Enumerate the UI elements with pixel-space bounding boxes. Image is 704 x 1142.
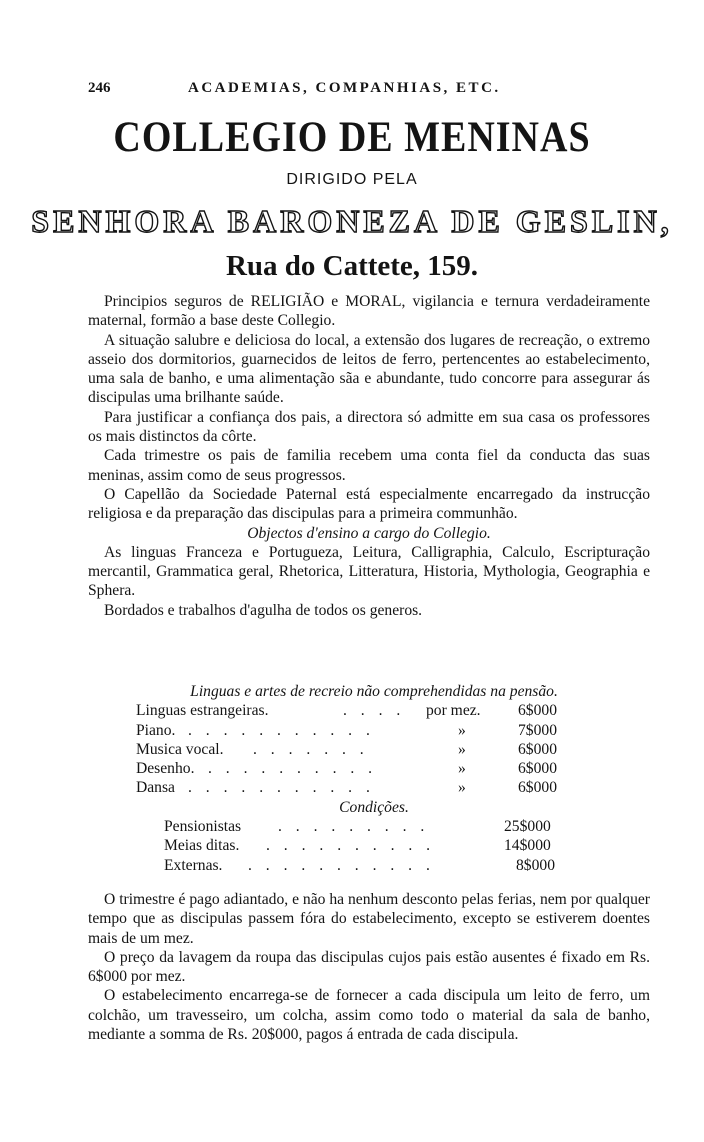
fees-section [88,682,650,875]
fee-period: por mez. [426,702,481,720]
fee-label: Linguas estrangeiras. [136,702,269,720]
fee-row [88,721,650,740]
paragraph-subjects: As linguas Franceza e Portugueza, Leitura, Calligraphia, Calculo, Escripturação mercantil, Grammatica geral, Rhetorica, Litteratura, Historia, Mythologia, Geographia e Sphera. [88,543,650,600]
paragraph-payment: O trimestre é pago adiantado, e não ha nenhum desconto pelas ferias, nem por qualquer tempo que as discipulas passem fóra do estabelecimento, excepto se estiverem doentes mais de um mez. [88,891,650,947]
condition-label: Externas. [164,856,223,874]
leader-dots: . . . . . . . . . [278,818,430,836]
closing-text [88,890,650,1044]
running-header [88,80,648,102]
fee-row [88,759,650,778]
recreation-heading: Linguas e artes de recreio não comprehendidas na pensão. [190,683,558,700]
leader-dots: . . . . . . . . . . . [248,856,435,874]
paragraph-teachers: Para justificar a confiança dos pais, a directora só admitte em sua casa os professores os mais distinctos da côrte. [88,408,650,446]
fee-period: » [458,740,466,758]
fee-period: » [458,779,466,797]
page-title: COLLEGIO DE MENINAS [113,113,591,162]
condition-label: Meias ditas. [164,837,240,855]
fee-label: Piano. [136,721,176,739]
leader-dots: . . . . [343,702,406,720]
fee-period: » [458,721,466,739]
fee-value: 6$000 [518,760,557,778]
running-head: ACADEMIAS, COMPANHIAS, ETC. [188,80,501,96]
paragraph-furnishings: O estabelecimento encarrega-se de fornecer a cada discipula um leito de ferro, um colchão, um travesseiro, um colcha, assim como todo o material da sala de banho, mediante a somma de Rs. 20$000, pagos á entrada de cada discipula. [88,987,650,1044]
page-number: 246 [88,80,111,96]
leader-dots: . . . . . . . . . . . [188,721,375,739]
paragraph-reports: Cada trimestre os pais de familia recebem uma conta fiel da conducta das suas meninas, assim como de seus progressos. [88,447,650,484]
fee-label: Musica vocal. [136,740,224,758]
condition-row [88,836,650,855]
paragraph-situation: A situação salubre e deliciosa do local, a extensão dos lugares de recreação, o extremo asseio dos dormitorios, guarnecidos de leitos de ferro, pertencentes ao estabelecimento, uma sala de banho, e uma alimentação sãa e abundante, tudo concorre para assegurar ás discipulas uma brilhante saúde. [88,331,650,407]
fee-value: 7$000 [518,721,557,739]
fee-row [88,778,650,797]
leader-dots: . . . . . . . . . . [266,837,436,855]
subtitle: DIRIGIDO PELA [286,171,418,188]
fee-value: 6$000 [518,779,557,797]
paragraph-laundry: O preço da lavagem da roupa das discipulas cujos pais estão ausentes é fixado em Rs. 6$000 por mez. [88,948,650,986]
address: Rua do Cattete, 159. [225,250,479,282]
condition-value: 14$000 [504,837,551,855]
fee-value: 6$000 [518,702,557,720]
paragraph-chaplain: O Capellão da Sociedade Paternal está especialmente encarregado da instrucção religiosa e da preparação das discipulas para a primeira communhão. [88,485,650,523]
leader-dots: . . . . . . . . . . [208,760,378,778]
condition-row [88,817,650,836]
fee-row [88,740,650,759]
body-text [88,292,650,620]
conditions-heading: Condições. [339,798,409,816]
condition-row [88,856,650,875]
fee-period: » [458,760,466,778]
leader-dots: . . . . . . . . . . . [188,779,375,797]
paragraph-principles: Principios seguros de RELIGIÃO e MORAL, vigilancia e ternura verdadeiramente maternal, formão a base deste Collegio. [88,293,650,330]
fee-value: 6$000 [518,740,557,758]
fee-label: Dansa [136,779,175,797]
fee-row [88,701,650,720]
paragraph-needlework: Bordados e trabalhos d'agulha de todos os generos. [104,601,423,619]
objects-heading: Objectos d'ensino a cargo do Collegio. [247,524,491,542]
condition-label: Pensionistas [164,818,242,836]
condition-value: 25$000 [504,818,551,836]
director-name: SENHORA BARONEZA DE GESLIN, [31,203,673,239]
fee-label: Desenho. [136,760,195,778]
condition-value: 8$000 [516,856,555,874]
leader-dots: . . . . . . . [253,740,369,758]
